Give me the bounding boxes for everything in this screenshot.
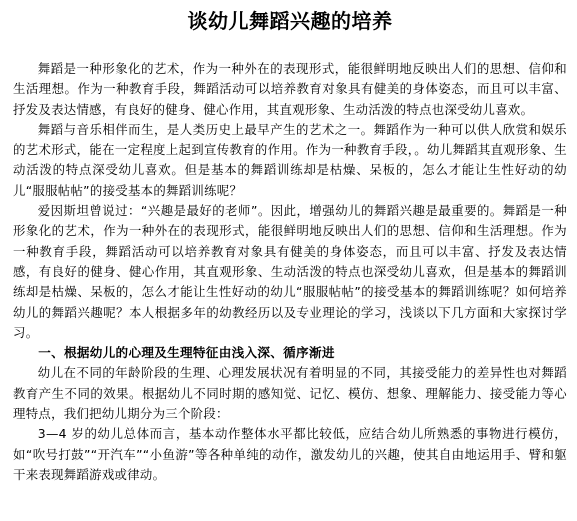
section-paragraph-1: 幼儿在不同的年龄阶段的生理、心理发展状况有着明显的不同，其接受能力的差异性也对舞蹈教育产生不同的效果。根据幼儿不同时期的感知觉、记忆、模仿、想象、理解能力、接受能力等心理特点，我们把幼儿期分为三个阶段： [13,365,567,422]
paragraph-2: 舞蹈与音乐相伴而生，是人类历史上最早产生的艺术之一。舞蹈作为一种可以供人欣赏和娱乐的艺术形式，能在一定程度上起到宣传教育的作用。作为一种教育手段，。幼儿舞蹈其直观形象、生动活泼的特点深受幼儿喜欢。但是基本的舞蹈训练却是枯燥、呆板的，怎么才能让生性好动的幼儿“服服帖帖”的接受基本的舞蹈训练呢？ [13,121,567,198]
section-heading: 一、根据幼儿的心理及生理特征由浅入深、循序渐进 [38,345,335,361]
paragraph-3: 爱因斯坦曾说过：“兴趣是最好的老师”。因此，增强幼儿的舞蹈兴趣是最重要的。舞蹈是一种形象化的艺术，作为一种外在的表现形式，能很鲜明地反映出人们的思想、信仰和生活理想。作为一种教育手段，舞蹈活动可以培养教育对象具有健美的身体姿态，而且可以丰富、抒发及表达情感，有良好的健身、健心作用，其直观形象、生动活泼的特点也深受幼儿喜欢，但是基本的舞蹈训练却是枯燥、呆板的，怎么才能让生性好动的幼儿“服服帖帖”的接受基本的舞蹈训练呢？如何培养幼儿的舞蹈兴趣呢？本人根据多年的幼教经历以及专业理论的学习，浅谈以下几方面和大家探讨学习。 [13,203,567,340]
document-title: 谈幼儿舞蹈兴趣的培养 [187,9,393,33]
paragraph-1: 舞蹈是一种形象化的艺术，作为一种外在的表现形式，能很鲜明地反映出人们的思想、信仰和生活理想。作为一种教育手段，舞蹈活动可以培养教育对象具有健美的身体姿态，而且可以丰富、抒发及表达情感，有良好的健身、健心作用，其直观形象、生动活泼的特点也深受幼儿喜欢。 [13,61,567,117]
section-paragraph-2: 3—4 岁的幼儿总体而言，基本动作整体水平都比较低，应结合幼儿所熟悉的事物进行模仿，如“吹号打鼓”“开汽车”“小鱼游”等各种单纯的动作，激发幼儿的兴趣，使其自由地运用手、臂和躯干来表现舞蹈游戏或律动。 [13,426,567,482]
